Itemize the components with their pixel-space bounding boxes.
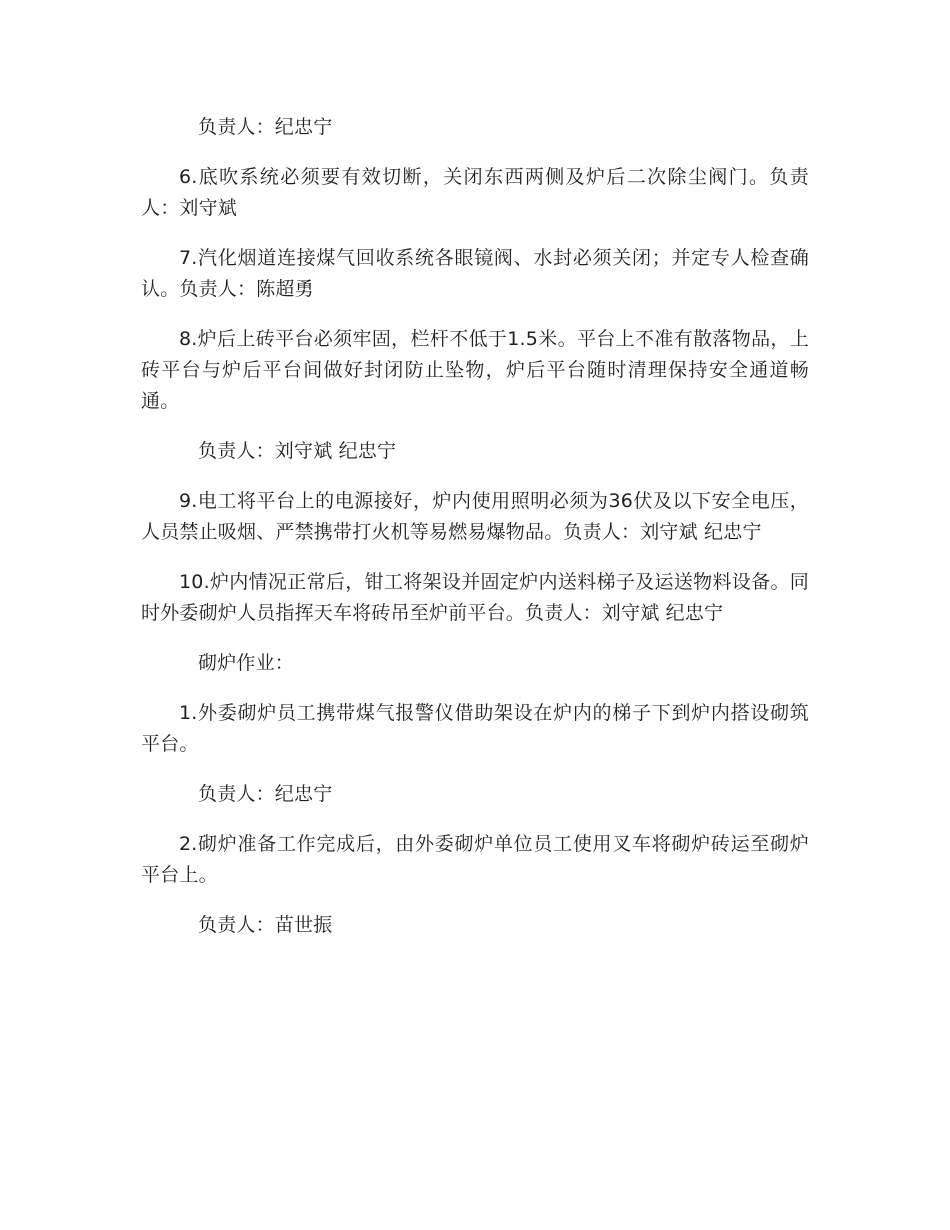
responsible-line: 负责人：纪忠宁 (198, 116, 333, 138)
item-paragraph-6: 6.底吹系统必须要有效切断，关闭东西两侧及炉后二次除尘阀门。负责人：刘守斌 (141, 166, 809, 219)
item-paragraph-2: 2.砌炉准备工作完成后，由外委砌炉单位员工使用叉车将砌炉砖运至砌炉平台上。 (141, 833, 809, 886)
document-body (141, 112, 809, 960)
responsible-line: 负责人：苗世振 (198, 914, 333, 936)
item-paragraph-8: 8.炉后上砖平台必须牢固，栏杆不低于1.5米。平台上不准有散落物品，上砖平台与炉后平台间做好封闭防止坠物，炉后平台随时清理保持安全通道畅通。 (141, 328, 809, 412)
item-paragraph-7: 7.汽化烟道连接煤气回收系统各眼镜阀、水封必须关闭；并定专人检查确认。负责人：陈超勇 (141, 247, 809, 300)
section-heading: 砌炉作业： (198, 652, 295, 674)
responsible-line: 负责人：纪忠宁 (198, 783, 333, 805)
item-paragraph-10: 10.炉内情况正常后，钳工将架设并固定炉内送料梯子及运送物料设备。同时外委砌炉人员指挥天车将砖吊至炉前平台。负责人：刘守斌 纪忠宁 (141, 571, 809, 624)
item-paragraph-1: 1.外委砌炉员工携带煤气报警仪借助架设在炉内的梯子下到炉内搭设砌筑平台。 (141, 702, 809, 755)
item-paragraph-9: 9.电工将平台上的电源接好，炉内使用照明必须为36伏及以下安全电压，人员禁止吸烟、严禁携带打火机等易燃易爆物品。负责人：刘守斌 纪忠宁 (141, 490, 809, 543)
responsible-line: 负责人：刘守斌 纪忠宁 (198, 440, 397, 462)
